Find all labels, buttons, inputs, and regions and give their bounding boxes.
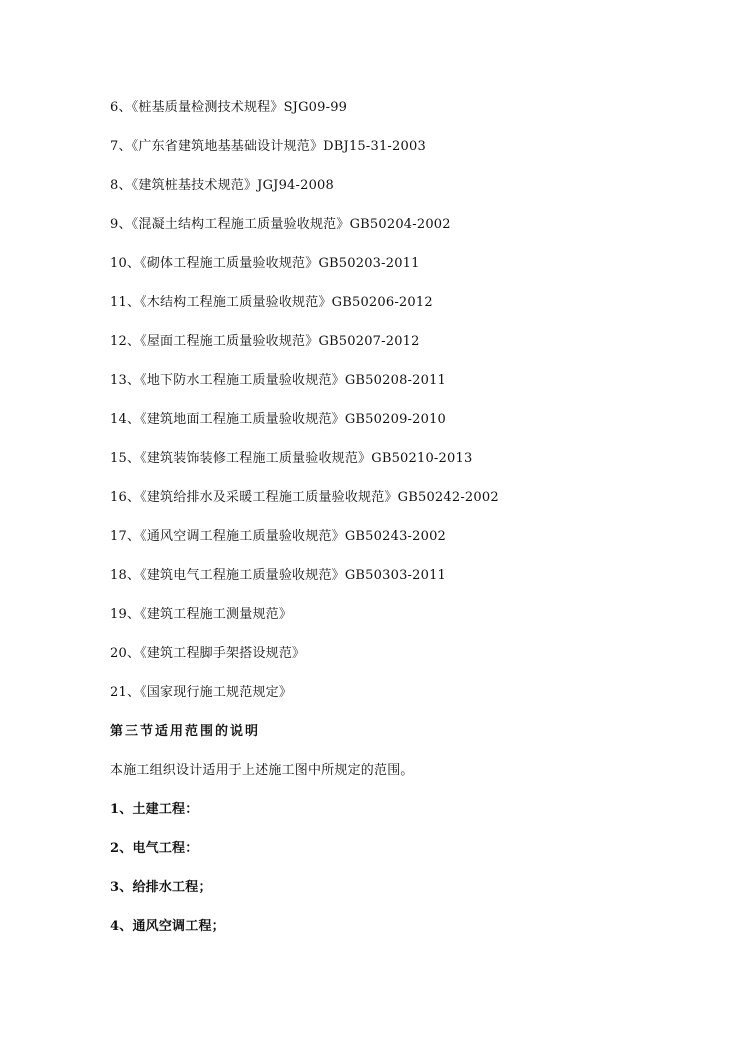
standard-item-20: 20、《建筑工程脚手架搭设规范》 (110, 646, 306, 661)
standard-item-18: 18、《建筑电气工程施工质量验收规范》GB50303-2011 (110, 568, 447, 583)
standard-item-15: 15、《建筑装饰装修工程施工质量验收规范》GB50210-2013 (110, 451, 473, 466)
standard-item-16: 16、《建筑给排水及采暖工程施工质量验收规范》GB50242-2002 (110, 490, 499, 505)
standard-item-19: 19、《建筑工程施工测量规范》 (110, 607, 293, 622)
section-heading: 第三节适用范围的说明 (110, 724, 261, 739)
scope-item-plumbing: 3、给排水工程； (110, 880, 212, 895)
standard-item-7: 7、《广东省建筑地基基础设计规范》DBJ15-31-2003 (110, 139, 426, 154)
standard-item-11: 11、《木结构工程施工质量验收规范》GB50206-2012 (110, 295, 433, 310)
scope-item-civil: 1、土建工程： (110, 802, 199, 817)
standard-item-13: 13、《地下防水工程施工质量验收规范》GB50208-2011 (110, 373, 447, 388)
scope-item-hvac: 4、通风空调工程； (110, 919, 225, 934)
standard-item-8: 8、《建筑桩基技术规范》JGJ94-2008 (110, 178, 334, 193)
standard-item-9: 9、《混凝土结构工程施工质量验收规范》GB50204-2002 (110, 217, 451, 232)
standard-item-14: 14、《建筑地面工程施工质量验收规范》GB50209-2010 (110, 412, 447, 427)
section-intro: 本施工组织设计适用于上述施工图中所规定的范围。 (110, 763, 414, 778)
standard-item-17: 17、《通风空调工程施工质量验收规范》GB50243-2002 (110, 529, 447, 544)
scope-item-electrical: 2、电气工程： (110, 841, 199, 856)
standard-item-6: 6、《桩基质量检测技术规程》SJG09-99 (110, 100, 348, 115)
standard-item-12: 12、《屋面工程施工质量验收规范》GB50207-2012 (110, 334, 420, 349)
standard-item-21: 21、《国家现行施工规范规定》 (110, 685, 293, 700)
standard-item-10: 10、《砌体工程施工质量验收规范》GB50203-2011 (110, 256, 420, 271)
